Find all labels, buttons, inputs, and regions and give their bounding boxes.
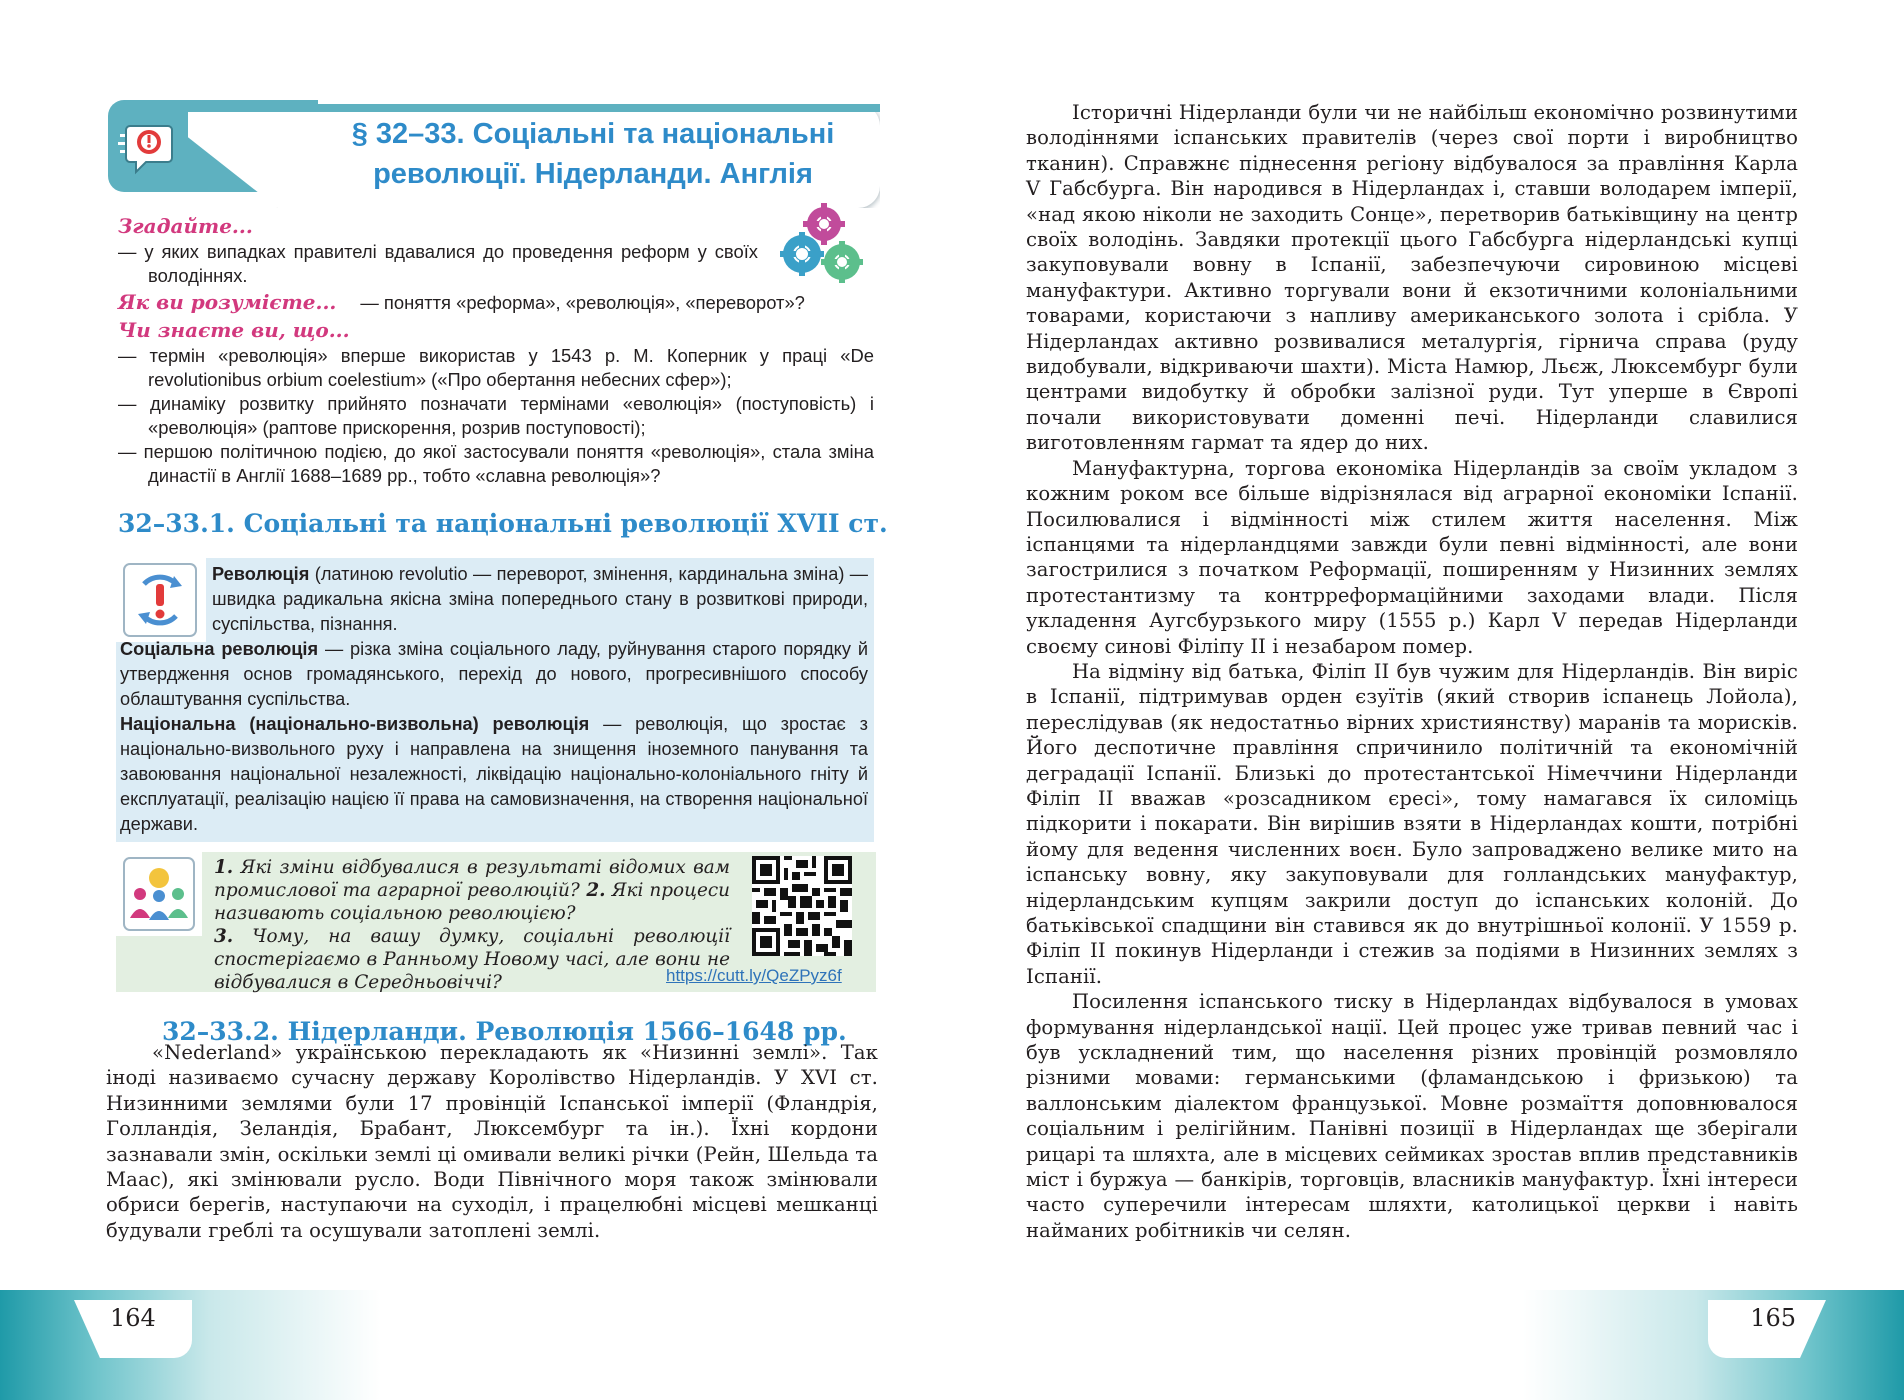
left-footer xyxy=(0,1290,952,1400)
question-3: 3. Чому, на вашу думку, соціальні революції спостерігаємо в Ранньому Новому часі, але вони не відбувалися в Середньовіччі? xyxy=(214,926,730,993)
right-page-text xyxy=(1026,100,1798,1243)
understand-heading: Як ви розумієте... xyxy=(118,290,337,314)
recall-block xyxy=(118,212,874,488)
question-1: 1. Які зміни відбувалися в результаті відомих вам промислової та аграрної революцій? 2. Які процеси називають соціальною революцією? xyxy=(214,857,730,924)
section-heading: 32–33.1. Соціальні та національні революції XVII ст. xyxy=(118,509,888,538)
definition-social-revolution: Соціальна революція — різка зміна соціального ладу, руйнування старого порядку й утвердження основ громадянського, перехід до нового, прогресивнішого способу облаштування суспільства. xyxy=(120,639,868,709)
page-number: 165 xyxy=(1750,1304,1796,1332)
know-item: — термін «революція» вперше використав у 1543 р. М. Коперник у праці «De revolutionibus orbium coelestium» («Про обертання небесних сфер»); xyxy=(118,345,874,390)
understand-text: — поняття «реформа», «революція», «переворот»? xyxy=(360,292,805,313)
definitions-box xyxy=(116,558,874,842)
understand-line xyxy=(118,288,874,316)
recall-item: — у яких випадках правителі вдавалися до проведення реформ у своїх володіннях. xyxy=(118,241,758,286)
body-text xyxy=(106,1040,878,1243)
right-footer xyxy=(952,1290,1904,1400)
paragraph: Посилення іспанського тиску в Нідерландах відбувалося в умовах формування нідерландської нації. Цей процес уже тривав певний час і був ускладнений тим, що населення різних провінцій розмовляло різними мовами: германськими (фламандською і фризькою) та валлонським діалектом французької. Мовне розмаїття доповнювалося соціальним і релігійним. Панівні позиції в Нідерландах ще зберігали рицарі та шляхта, але в місцевих сеймиках зростав вплив представників міст і буржуа — банкірів, торговців, власників мануфактур. Їхні інтереси часто суперечили інтересам шляхти, католицької церкви і навіть найманих робітників чи селян. xyxy=(1026,990,1798,1242)
questions-text xyxy=(118,856,730,994)
questions-box xyxy=(116,852,876,992)
speech-bubble-attention-icon xyxy=(118,120,174,176)
know-heading: Чи знаєте ви, що... xyxy=(118,318,350,342)
know-item: — першою політичною подією, до якої застосували поняття «революція», стала зміна династії в Англії 1688–1689 рр., тобто «славна революція»? xyxy=(118,441,874,486)
section-heading: 32–33.2. Нідерланди. Революція 1566–1648 рр. xyxy=(162,1017,847,1046)
definition-national-revolution: Національна (національно-визвольна) революція — революція, що зростає з національно-визвольного руху і направлена на знищення іноземного панування та завоювання національної незалежності, ліквідацію національно-колоніального гніту й експлуатації, реалізацію нацією її права на самовизначення, на створення національної держави. xyxy=(120,714,868,834)
definitions-text xyxy=(116,562,868,837)
lesson-title-banner xyxy=(108,100,880,208)
paragraph: Історичні Нідерланди були чи не найбільш економічно розвинутими володіннями іспанських правителів (через свої порти і виробництво тканин). Справжнє піднесення регіону відбувалося за правління Карла V Габсбурга. Він народився в Нідерландах і, ставши володарем імперії, «над якою ніколи не заходить Сонце», перетворив батьківщину на центр своїх володінь. Завдяки протекції цього Габсбурга нідерландські купці закуповували вовну в Іспанії, забезпечуючи сировиною місцеві мануфактури. Активно торгували вони й екзотичними колоніальними товарами, користаючи з напливу американського золота і срібла. У Нідерландах активно розвивалися металургія, гірнича справа (руду видобували, відкриваючи шахти). Міста Намюр, Льєж, Люксембург були центрами видобутку й обробки залізної руди. Тут уперше в Європі почали використовувати доменні печі. Нідерланди славилися виготовленням гармат та ядер до них. xyxy=(1026,101,1798,455)
paragraph: Мануфактурна, торгова економіка Нідерландів за своїм укладом з кожним роком все більше відрізнялася від аграрної економіки Іспанії. Посилювалися і відмінності між стилем життя населення. Між іспанцями та нідерландцями завжди були певні відмінності, але вони загострилися з початком Реформації, поширенням у Низинних землях протестантизму та контрреформаційними заходами влади. Після укладення Аугсбурзького миру (1555 р.) Карл V передав Нідерланди своєму синові Філіпу II і незабаром помер. xyxy=(1026,456,1798,658)
know-item: — динаміку розвитку прийнято позначати термінами «еволюція» (поступовість) і «революція» (раптове прискорення, розрив поступовості); xyxy=(118,393,874,438)
paragraph: «Nederland» українською перекладають як «Низинні землі». Так іноді називаємо сучасну державу Королівство Нідерландів. У XVI ст. Низинними землями були 17 провінцій Іспанської імперії (Фландрія, Голландія, Зеландія, Брабант, Люксембург та ін.). Їхні кордони зазнавали змін, оскільки землі ці омивали великі річки (Рейн, Шельда та Маас), які змінювали русло. Води Північного моря також змінювали обриси берегів, наступаючи на суходіл, і працелюбні місцеві мешканці будували греблі та осушували затоплені землі. xyxy=(106,1041,878,1242)
qr-link[interactable]: https://cutt.ly/QeZPyz6f xyxy=(666,966,842,985)
recall-heading: Згадайте... xyxy=(118,214,253,238)
definition-revolution: Революція (латиною revolutio — переворот, змінення, кардинальна зміна) — швидка радикальна якісна зміна попереднього стану в розвиткові природи, суспільства, пізнання. xyxy=(212,564,868,634)
qr-code-icon[interactable] xyxy=(752,856,852,956)
lesson-title: § 32–33. Соціальні та національні революції. Нідерланди. Англія xyxy=(351,118,835,190)
page-number: 164 xyxy=(110,1304,156,1332)
paragraph: На відміну від батька, Філіп II був чужим для Нідерландів. Він виріс в Іспанії, підтримував орден єзуїтів (який створив іспанець Лойола), переслідував (як недостатньо вірних християнству) маранів та морисків. Його деспотичне правління спричинило політичній та економічній деградації Іспанії. Близькі до протестантської Німеччини Нідерланди Філіп II вважав «розсадником єресі», тому намагався їх силоміць підкорити і покарати. Він вирішив взяти в Нідерландах кошти, потрібні йому для ведення численних воєн. Було запроваджено велике мито на іспанську вовну, яку закуповували для голландських мануфактур, нідерландським купцям закрили доступ до іспанських колоній. До батьківської спадщини він ставився як до внутрішньої колонії. У 1559 р. Філіп II покинув Нідерланди і стежив за подіями в Низинних землях з Іспанії. xyxy=(1026,659,1798,988)
